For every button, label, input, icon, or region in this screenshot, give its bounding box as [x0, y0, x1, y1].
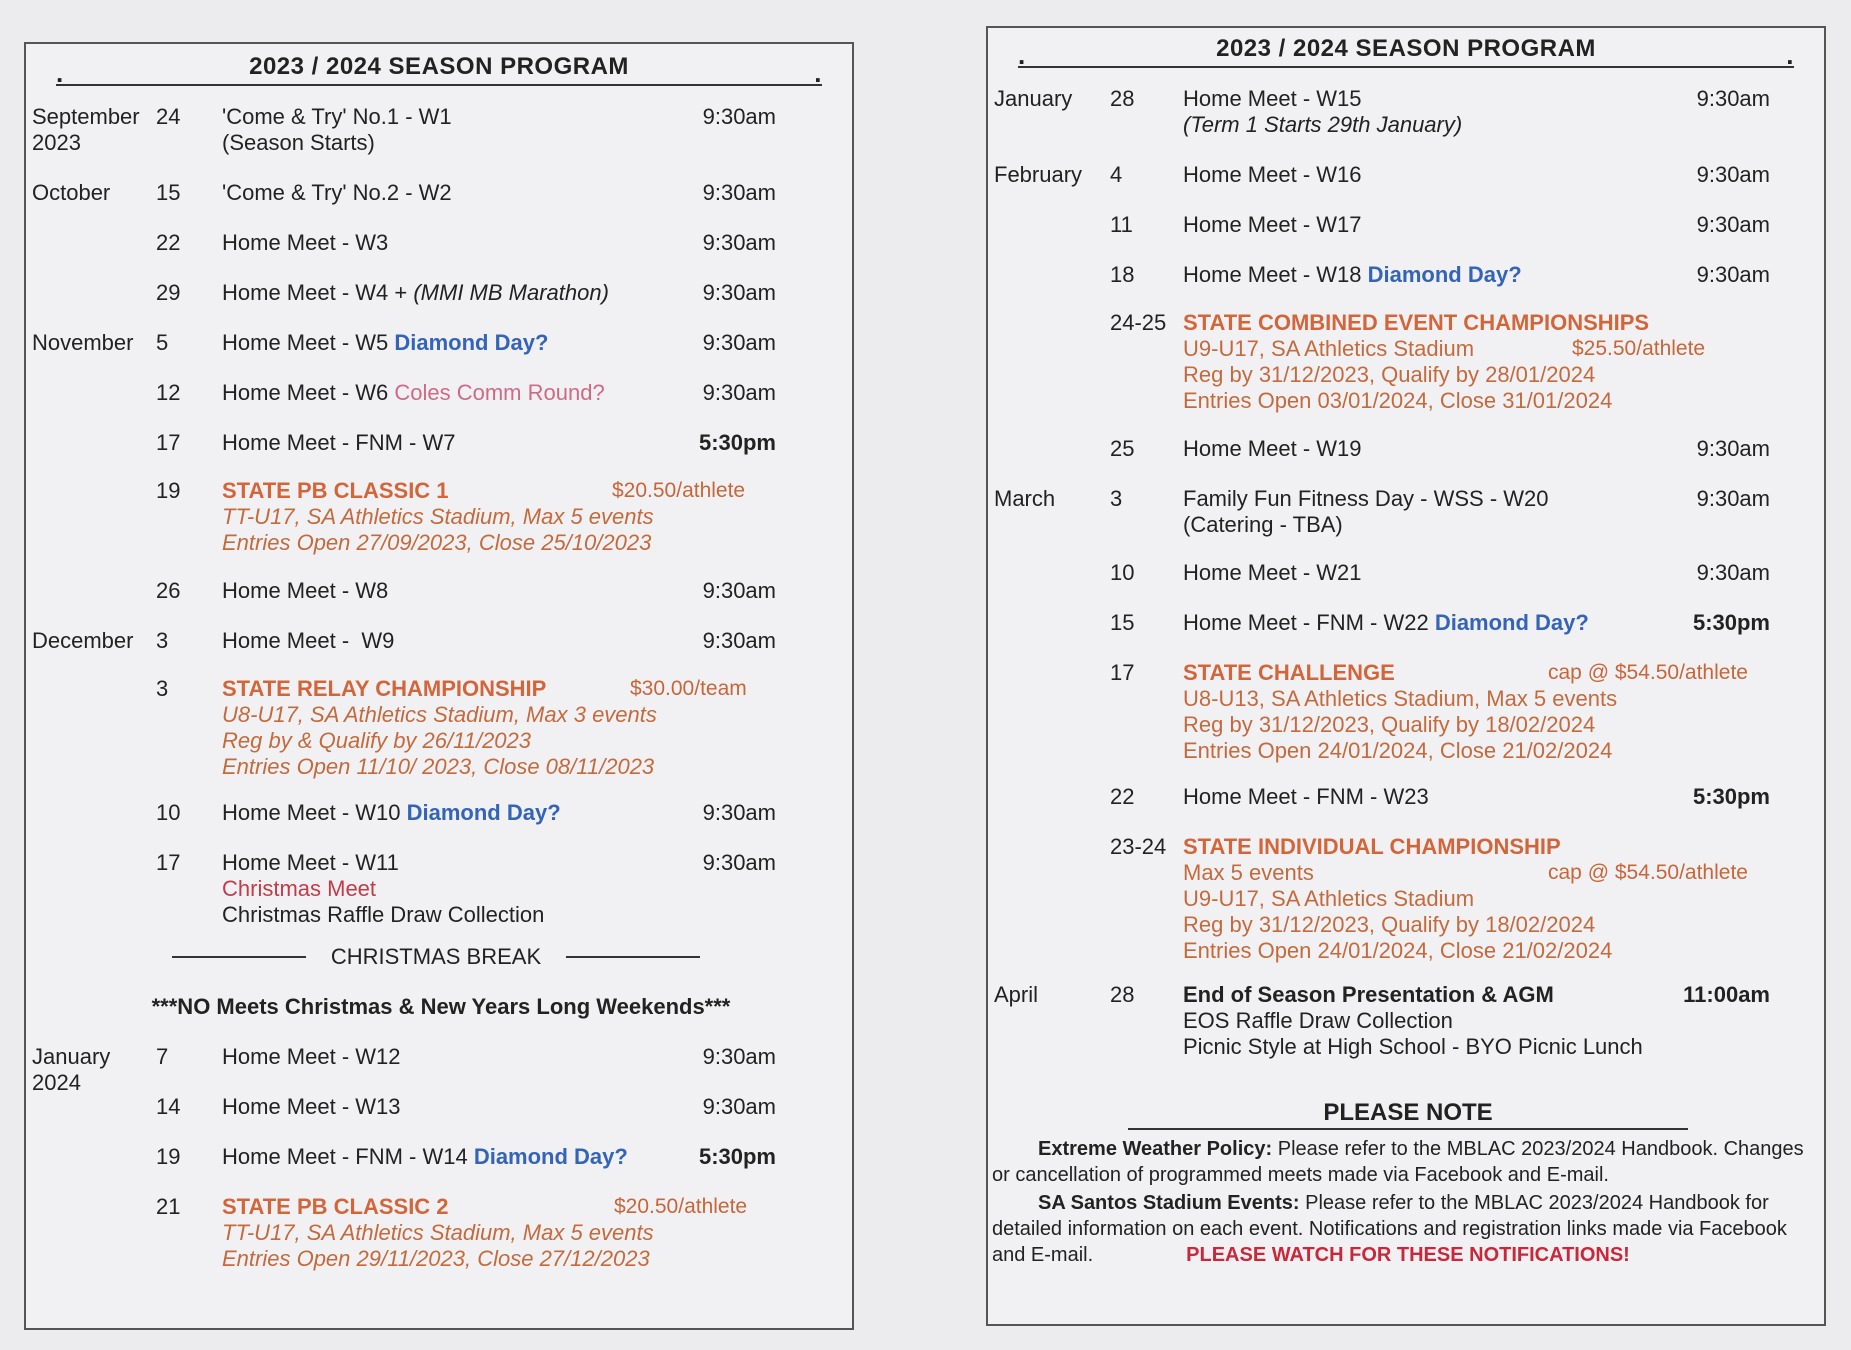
event-label: Home Meet - W8: [222, 578, 389, 603]
weather-policy-note: Extreme Weather Policy: Please refer to the MBLAC 2023/2024 Handbook. Changes or cancellation of programmed meets made via Facebook and E-mail.: [992, 1138, 1804, 1186]
diamond-day-tag: Diamond Day?: [1367, 262, 1522, 287]
right-program-panel: [986, 26, 1826, 1326]
event-label: Home Meet - W9: [222, 628, 395, 653]
day-label: 5: [156, 330, 169, 355]
day-label: 14: [156, 1094, 181, 1119]
time-label: 11:00am: [1683, 982, 1770, 1007]
day-label: 26: [156, 578, 181, 603]
day-label: 28: [1110, 982, 1135, 1007]
day-label: 25: [1110, 436, 1135, 461]
time-label: 9:30am: [702, 180, 776, 205]
left-program-panel: [24, 42, 854, 1330]
event-label: Home Meet - FNM - W7: [222, 430, 456, 455]
time-label: 5:30pm: [1692, 610, 1770, 635]
fee-label: cap @ $54.50/athlete: [1548, 661, 1748, 684]
day-label: 18: [1110, 262, 1135, 287]
diamond-day-tag: Diamond Day?: [406, 800, 561, 825]
event-label: STATE PB CLASSIC 1 TT-U17, SA Athletics Stadium, Max 5 events Entries Open 27/09/2023, Close 25/10/2023: [222, 478, 654, 555]
event-label: Home Meet - W12: [222, 1044, 401, 1069]
event-label: Home Meet - W18 Diamond Day?: [1183, 262, 1522, 287]
month-label: March: [994, 486, 1056, 511]
watch-notice: PLEASE WATCH FOR THESE NOTIFICATIONS!: [1186, 1244, 1630, 1266]
fee-label: $20.50/athlete: [614, 1195, 748, 1218]
day-label: 4: [1110, 162, 1123, 187]
time-label: 9:30am: [702, 104, 776, 129]
time-label: 9:30am: [702, 628, 776, 653]
event-label: Home Meet - FNM - W14 Diamond Day?: [222, 1144, 628, 1169]
time-label: 9:30am: [702, 1094, 776, 1119]
event-label: Home Meet - W5 Diamond Day?: [222, 330, 549, 355]
fee-label: cap @ $54.50/athlete: [1548, 861, 1748, 884]
day-label: 12: [156, 380, 181, 405]
time-label: 9:30am: [1696, 262, 1770, 287]
time-label: 9:30am: [1696, 560, 1770, 585]
event-label: Home Meet - W21: [1183, 560, 1362, 585]
please-note-heading: PLEASE NOTE: [1128, 1098, 1688, 1130]
day-label: 19: [156, 1144, 181, 1169]
day-label: 28: [1110, 86, 1135, 111]
time-label: 5:30pm: [698, 430, 776, 455]
time-label: 9:30am: [702, 280, 776, 305]
day-label: 11: [1110, 212, 1133, 237]
time-label: 9:30am: [1696, 162, 1770, 187]
day-label: 19: [156, 478, 181, 503]
time-label: 9:30am: [702, 380, 776, 405]
event-label: Home Meet - W11 Christmas Meet Christmas Raffle Draw Collection: [222, 850, 545, 927]
event-label: Family Fun Fitness Day - WSS - W20 (Catering - TBA): [1183, 486, 1549, 537]
day-label: 29: [156, 280, 181, 305]
time-label: 9:30am: [702, 1044, 776, 1069]
event-label: STATE COMBINED EVENT CHAMPIONSHIPS U9-U17, SA Athletics Stadium Reg by 31/12/2023, Qualify by 28/01/2024 Entries Open 03/01/2024, Close 31/01/2024: [1183, 310, 1650, 413]
event-label: Home Meet - W17: [1183, 212, 1362, 237]
day-label: 3: [156, 676, 169, 701]
day-label: 3: [1110, 486, 1123, 511]
day-label: 24-25: [1110, 310, 1167, 335]
day-label: 17: [156, 850, 181, 875]
time-label: 5:30pm: [698, 1144, 776, 1169]
day-label: 10: [156, 800, 181, 825]
diamond-day-tag: Diamond Day?: [394, 330, 549, 355]
month-label: February: [994, 162, 1083, 187]
time-label: 9:30am: [702, 330, 776, 355]
time-label: 9:30am: [702, 850, 776, 875]
fee-label: $30.00/team: [630, 677, 747, 700]
day-label: 22: [156, 230, 181, 255]
coles-tag: Coles Comm Round?: [394, 380, 605, 405]
time-label: 9:30am: [1696, 436, 1770, 461]
event-label: Home Meet - W3: [222, 230, 389, 255]
time-label: 9:30am: [1696, 86, 1770, 111]
day-label: 10: [1110, 560, 1135, 585]
event-label: Home Meet - FNM - W23: [1183, 784, 1429, 809]
diamond-day-tag: Diamond Day?: [1434, 610, 1589, 635]
event-label: End of Season Presentation & AGM EOS Raffle Draw Collection Picnic Style at High School - BYO Picnic Lunch: [1183, 982, 1643, 1059]
day-label: 17: [156, 430, 181, 455]
day-label: 3: [156, 628, 169, 653]
month-label: January: [994, 86, 1073, 111]
event-label: STATE PB CLASSIC 2 TT-U17, SA Athletics Stadium, Max 5 events Entries Open 29/11/2023, Close 27/12/2023: [222, 1194, 654, 1271]
stadium-events-note: SA Santos Stadium Events: Please refer to the MBLAC 2023/2024 Handbook for detailed information on each event. Notifications and registration links made via Facebook and E-mail.: [992, 1192, 1787, 1266]
time-label: 9:30am: [702, 578, 776, 603]
event-label: 'Come & Try' No.1 - W1 (Season Starts): [222, 104, 452, 155]
month-label: December: [32, 628, 134, 653]
time-label: 9:30am: [1696, 212, 1770, 237]
event-label: STATE CHALLENGE U8-U13, SA Athletics Stadium, Max 5 events Reg by 31/12/2023, Qualify by 18/02/2024 Entries Open 24/01/2024, Close 21/02/2024: [1183, 660, 1618, 763]
day-label: 17: [1110, 660, 1135, 685]
event-label: Home Meet - W16: [1183, 162, 1362, 187]
fee-label: $25.50/athlete: [1572, 337, 1706, 360]
diamond-day-tag: Diamond Day?: [473, 1144, 628, 1169]
day-label: 24: [156, 104, 181, 129]
event-label: Home Meet - W19: [1183, 436, 1362, 461]
day-label: 15: [1110, 610, 1135, 635]
time-label: 9:30am: [702, 230, 776, 255]
event-label: Home Meet - W10 Diamond Day?: [222, 800, 561, 825]
month-label: October: [32, 180, 111, 205]
event-label: STATE RELAY CHAMPIONSHIP U8-U17, SA Athletics Stadium, Max 3 events Reg by & Qualify by 26/11/2023 Entries Open 11/10/ 2023, Close 08/11/2023: [222, 676, 657, 779]
month-label: January 2024: [32, 1044, 111, 1095]
day-label: 23-24: [1110, 834, 1167, 859]
day-label: 7: [156, 1044, 169, 1069]
time-label: 5:30pm: [1692, 784, 1770, 809]
divider: [172, 956, 306, 958]
event-label: Home Meet - W13: [222, 1094, 401, 1119]
event-label: Home Meet - W6 Coles Comm Round?: [222, 380, 605, 405]
divider: [566, 956, 700, 958]
day-label: 22: [1110, 784, 1135, 809]
christmas-break-label: CHRISTMAS BREAK: [330, 944, 542, 969]
month-label: April: [994, 982, 1039, 1007]
event-label: Home Meet - W4 + (MMI MB Marathon): [222, 280, 609, 305]
left-header: . 2023 / 2024 SEASON PROGRAM .: [56, 50, 822, 86]
month-label: September 2023: [32, 104, 140, 155]
month-label: November: [32, 330, 134, 355]
fee-label: $20.50/athlete: [612, 479, 746, 502]
time-label: 9:30am: [702, 800, 776, 825]
no-meets-notice: ***NO Meets Christmas & New Years Long Weekends***: [151, 994, 731, 1019]
event-label: STATE INDIVIDUAL CHAMPIONSHIP Max 5 events U9-U17, SA Athletics Stadium Reg by 31/12/2023, Qualify by 18/02/2024 Entries Open 24/01/2024, Close 21/02/2024: [1183, 834, 1613, 963]
time-label: 9:30am: [1696, 486, 1770, 511]
event-label: Home Meet - W15 (Term 1 Starts 29th January): [1183, 86, 1463, 137]
day-label: 21: [156, 1194, 181, 1219]
day-label: 15: [156, 180, 181, 205]
event-label: Home Meet - FNM - W22 Diamond Day?: [1183, 610, 1589, 635]
event-label: 'Come & Try' No.2 - W2: [222, 180, 452, 205]
right-header: . 2023 / 2024 SEASON PROGRAM .: [1018, 32, 1794, 68]
